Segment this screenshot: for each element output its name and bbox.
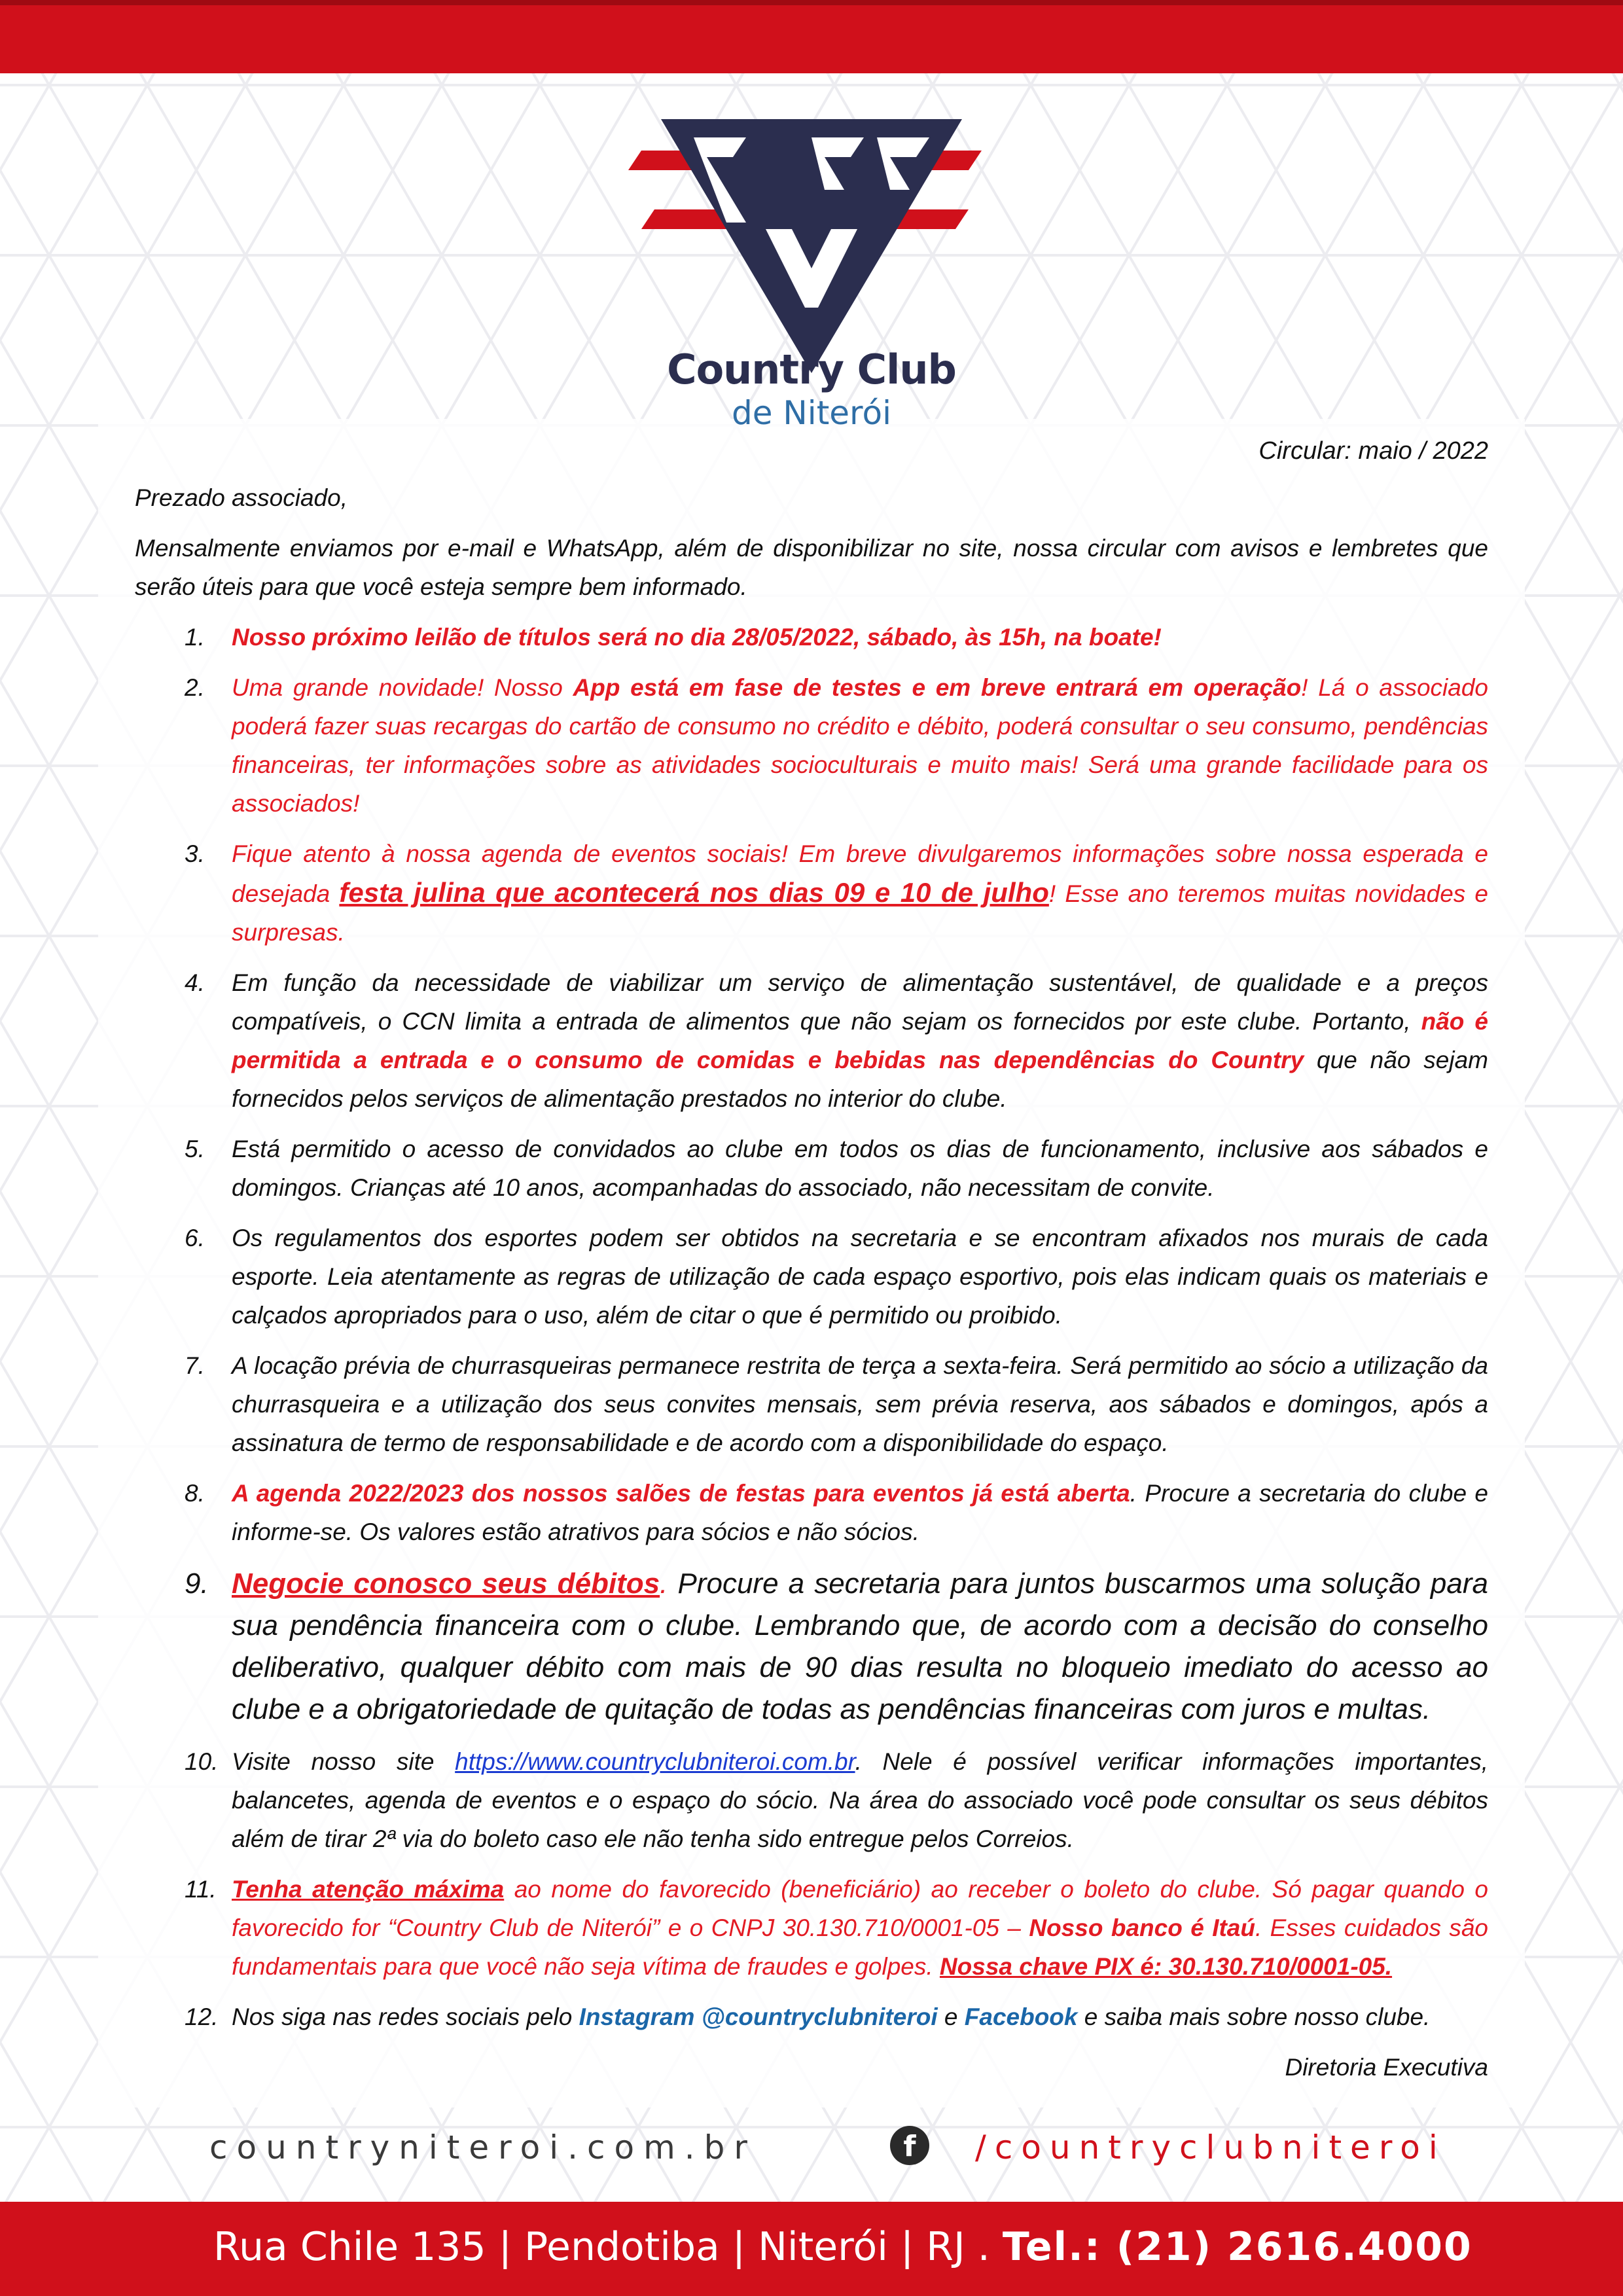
footer-address: Rua Chile 135 | Pendotiba | Niterói | RJ . xyxy=(213,2224,1003,2270)
footer-address-line xyxy=(213,2224,1472,2270)
item-text: A locação prévia de churrasqueiras permanece restrita de terça a sexta-feira. Será permitido ao sócio a utilização da churrasqueira e a utilização dos seus convites mensais, sem prévia reserva, aos sábados e domingos, após a assinatura de termo de responsabilidade e de acordo com a disponibilidade do espaço. xyxy=(232,1352,1488,1456)
item-number: 2. xyxy=(185,674,205,701)
item-text: ao nome do favorecido (beneficiário) ao receber o boleto do clube. Só pagar quando o favorecido for “Country Club de Niterói” e o CNPJ 30.130.710/0001-05 – xyxy=(232,1876,1488,1941)
item-number: 12. xyxy=(185,2003,219,2030)
footer-social-handle: /countryclubniteroi xyxy=(975,2128,1446,2166)
item-highlight: Nosso banco é Itaú xyxy=(1029,1914,1255,1941)
item-number: 8. xyxy=(185,1480,205,1507)
item-text: que não sejam fornecidos pelos serviços de alimentação prestados no interior do clube. xyxy=(232,1047,1488,1112)
item-text: Nos siga nas redes sociais pelo xyxy=(232,2003,579,2030)
item-text: Fique atento à nossa agenda de eventos sociais! Em breve divulgaremos informações sobre nossa esperada e desejada xyxy=(232,840,1488,907)
item-number: 10. xyxy=(185,1748,219,1775)
header-bar-edge xyxy=(0,0,1623,5)
list-item xyxy=(135,1998,1488,2036)
item-highlight: festa julina que acontecerá nos dias 09 e 10 de julho xyxy=(339,877,1049,908)
list-item xyxy=(135,1474,1488,1551)
item-text: . Nele é possível verificar informações importantes, balancetes, agenda de eventos e o espaço do sócio. Na área do associado você pode consultar os seus débitos além de tirar 2ª via do boleto caso ele não tenha sido entregue pelos Correios. xyxy=(232,1748,1488,1852)
item-highlight: Negocie conosco seus débitos xyxy=(232,1568,660,1600)
notice-list xyxy=(135,618,1488,2036)
item-text: Em função da necessidade de viabilizar um serviço de alimentação sustentável, de qualidade e a preços compatíveis, o CCN limita a entrada de alimentos que não sejam os fornecidos por este clube. Portanto, xyxy=(232,969,1488,1035)
item-text: e saiba mais sobre nosso clube. xyxy=(1077,2003,1431,2030)
item-text: Nosso próximo leilão de títulos será no dia 28/05/2022, sábado, às 15h, na boate! xyxy=(232,624,1162,651)
list-item xyxy=(135,1219,1488,1335)
item-number: 9. xyxy=(185,1568,209,1600)
item-number: 4. xyxy=(185,969,205,996)
item-text: Uma grande novidade! Nosso xyxy=(232,674,573,701)
item-text: Visite nosso site xyxy=(232,1748,455,1775)
logo-name-line2: de Niterói xyxy=(732,394,891,432)
item-number: 11. xyxy=(185,1876,217,1903)
item-number: 1. xyxy=(185,624,205,651)
item-text: . Esses cuidados são fundamentais para que você não seja vítima de fraudes e golpes. xyxy=(232,1914,1489,1980)
website-link[interactable]: https://www.countryclubniteroi.com.br xyxy=(455,1748,855,1775)
item-highlight: Tenha atenção máxima xyxy=(232,1876,505,1903)
item-text: . xyxy=(660,1568,678,1600)
list-item xyxy=(135,834,1488,952)
greeting: Prezado associado, xyxy=(135,484,348,511)
list-item xyxy=(135,1870,1488,1986)
circular-letter xyxy=(135,432,1488,2111)
circular-date: Circular: maio / 2022 xyxy=(1258,437,1488,465)
item-text: Está permitido o acesso de convidados ao clube em todos os dias de funcionamento, inclusive aos sábados e domingos. Crianças até 10 anos, acompanhadas do associado, não necessitam de convite. xyxy=(232,1136,1488,1201)
logo-name-line1: Country Club xyxy=(667,346,956,393)
item-text: ! Lá o associado poderá fazer suas recargas do cartão de consumo no crédito e débito, poderá consultar o seu consumo, pendências financeiras, ter informações sobre as atividades socioculturais e muito mais! Será uma grande facilidade para os associados! xyxy=(232,674,1488,817)
item-number: 5. xyxy=(185,1136,205,1162)
list-item xyxy=(135,668,1488,823)
item-highlight: App está em fase de testes e em breve entrará em operação xyxy=(573,674,1302,701)
footer-website: countryniteroi.com.br xyxy=(209,2128,757,2166)
instagram-handle: Instagram @countryclubniteroi xyxy=(579,2003,938,2030)
list-item xyxy=(135,963,1488,1118)
item-number: 6. xyxy=(185,1225,205,1251)
item-text: ! Esse ano teremos muitas novidades e surpresas. xyxy=(232,880,1489,946)
item-number: 3. xyxy=(185,840,205,867)
item-number: 7. xyxy=(185,1352,205,1379)
header-red-bar xyxy=(0,0,1623,73)
facebook-label: Facebook xyxy=(964,2003,1078,2030)
list-item xyxy=(135,618,1488,656)
logo-emblem xyxy=(628,111,995,386)
facebook-icon: f xyxy=(890,2126,929,2165)
item-text: e xyxy=(937,2003,965,2030)
list-item xyxy=(135,1346,1488,1462)
signature: Diretoria Executiva xyxy=(1285,2054,1488,2081)
item-text: Procure a secretaria para juntos buscarmos uma solução para sua pendência financeira com o clube. Lembrando que, de acordo com a decisão do conselho deliberativo, qualquer débito com mais de 90 dias resulta no bloqueio imediato do acesso ao clube e a obrigatoriedade de quitação de todas as pendências financeiras com juros e multas. xyxy=(232,1568,1488,1725)
item-highlight: A agenda 2022/2023 dos nossos salões de festas para eventos já está aberta xyxy=(232,1480,1130,1507)
item-text: . Procure a secretaria do clube e informe-se. Os valores estão atrativos para sócios e não sócios. xyxy=(232,1480,1488,1545)
list-item xyxy=(135,1563,1488,1731)
pix-key: Nossa chave PIX é: 30.130.710/0001-05. xyxy=(939,1953,1393,1980)
club-logo xyxy=(628,111,995,432)
intro-paragraph: Mensalmente enviamos por e-mail e WhatsApp, além de disponibilizar no site, nossa circular com avisos e lembretes que serão úteis para que você esteja sempre bem informado. xyxy=(135,535,1488,600)
item-text: Os regulamentos dos esportes podem ser obtidos na secretaria e se encontram afixados nos murais de cada esporte. Leia atentamente as regras de utilização de cada espaço esportivo, pois elas indicam quais os materiais e calçados apropriados para o uso, além de citar o que é permitido ou proibido. xyxy=(232,1225,1488,1329)
list-item xyxy=(135,1742,1488,1858)
list-item xyxy=(135,1130,1488,1207)
footer-phone: Tel.: (21) 2616.4000 xyxy=(1002,2224,1472,2270)
item-highlight: não é permitida a entrada e o consumo de comidas e bebidas nas dependências do Country xyxy=(232,1008,1489,1073)
